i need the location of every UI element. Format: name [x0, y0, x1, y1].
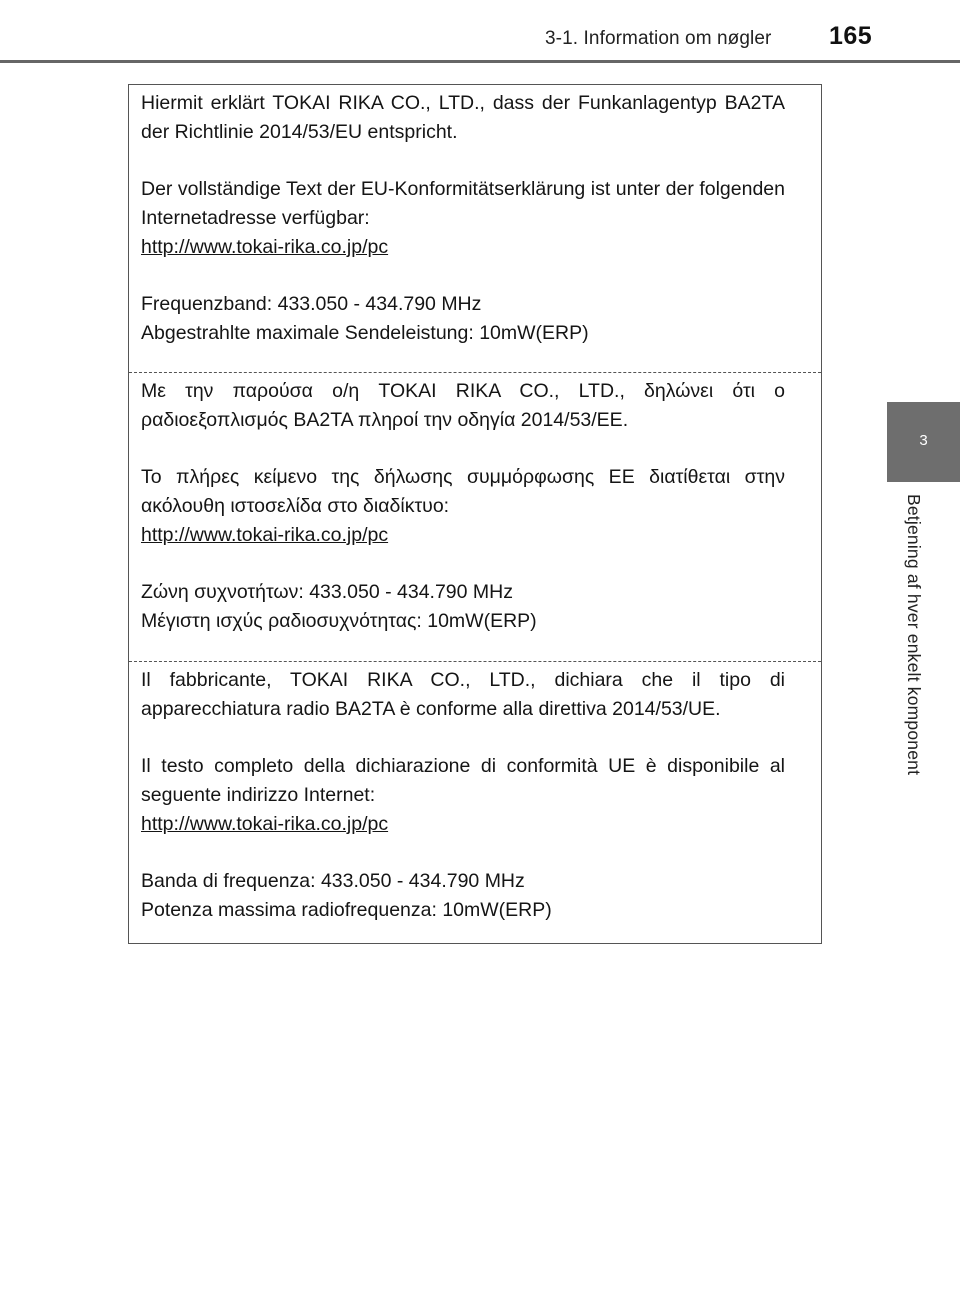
declaration-text: Hiermit erklärt TOKAI RIKA CO., LTD., dass der Funkanlagentyp BA2TA der Richtlinie 2014/53/EU entspricht.	[141, 92, 785, 143]
header-rule	[0, 60, 960, 63]
declaration-text: Il fabbricante, TOKAI RIKA CO., LTD., dichiara che il tipo di apparecchiatura radio BA2TA è conforme alla direttiva 2014/53/UE.	[141, 669, 785, 720]
section-italian	[129, 662, 821, 925]
full-text-intro: Το πλήρες κείμενο της δήλωσης συμμόρφωσης ΕΕ διατίθεται στην ακόλουθη ιστοσελίδα στο διαδίκτυο:	[141, 466, 785, 517]
frequency-band-text: Ζώνη συχνοτήτων: 433.050 - 434.790 MHz	[141, 581, 513, 603]
section-german	[129, 85, 821, 348]
frequency-band-text: Banda di frequenza: 433.050 - 434.790 MHz	[141, 870, 525, 892]
full-text-intro: Der vollständige Text der EU-Konformitätserklärung ist unter der folgenden Internetadresse verfügbar:	[141, 178, 785, 229]
chapter-number: 3	[919, 432, 928, 449]
chapter-tab	[887, 402, 960, 482]
conformity-url-link[interactable]: http://www.tokai-rika.co.jp/pc	[141, 236, 389, 258]
max-power-text: Potenza massima radiofrequenza: 10mW(ERP)	[141, 899, 552, 921]
max-power-text: Abgestrahlte maximale Sendeleistung: 10mW(ERP)	[141, 322, 589, 344]
full-text-intro: Il testo completo della dichiarazione di conformità UE è disponibile al seguente indirizzo Internet:	[141, 755, 785, 806]
section-greek	[129, 373, 821, 636]
running-header-section-title: 3-1. Information om nøgler	[545, 28, 772, 49]
max-power-text: Μέγιστη ισχύς ραδιοσυχνότητας: 10mW(ERP)	[141, 610, 537, 632]
frequency-band-text: Frequenzband: 433.050 - 434.790 MHz	[141, 293, 482, 315]
declaration-text: Με την παρούσα ο/η TOKAI RIKA CO., LTD., δηλώνει ότι ο ραδιοεξοπλισμός BA2TA πληροί την οδηγία 2014/53/ΕΕ.	[141, 380, 785, 431]
conformity-notice-box	[128, 84, 822, 944]
conformity-url-link[interactable]: http://www.tokai-rika.co.jp/pc	[141, 524, 389, 546]
chapter-title: Betjening af hver enkelt komponent	[904, 494, 924, 776]
conformity-url-link[interactable]: http://www.tokai-rika.co.jp/pc	[141, 813, 389, 835]
page-number: 165	[829, 22, 873, 50]
